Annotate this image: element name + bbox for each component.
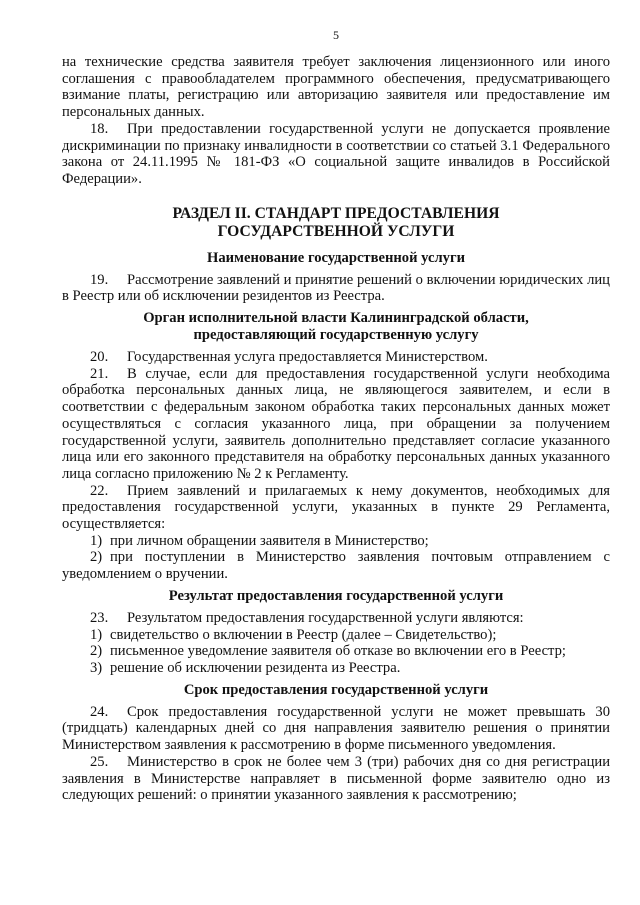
list-item <box>62 533 610 550</box>
paragraph-text: Министерство в срок не более чем 3 (три) рабочих дня со дня регистрации заявления в Министерстве направляет в письменной форме заявителю одно из следующих решений: о принятии указанного заявления к рассмотрению; <box>62 753 610 804</box>
paragraph-22 <box>62 483 610 533</box>
paragraph-text: Результатом предоставления государственной услуги являются: <box>127 609 524 626</box>
paragraph-text: Срок предоставления государственной услуги не может превышать 30 (тридцать) календарных дней со дня направления заявителю решения о принятии Министерством заявления к рассмотрению в форме письменного уведомления. <box>62 703 610 754</box>
paragraph-number: 18. <box>90 120 109 137</box>
paragraph-23 <box>62 610 610 627</box>
heading-result: Результат предоставления государственной услуги <box>168 587 504 604</box>
page-number: 5 <box>333 28 339 42</box>
paragraph-21 <box>62 366 610 483</box>
list-item-number: 1) <box>90 626 103 643</box>
list-item <box>62 643 610 660</box>
paragraph-number: 21. <box>90 365 109 382</box>
section-title-line: ГОСУДАРСТВЕННОЙ УСЛУГИ <box>217 222 455 240</box>
paragraph-24 <box>62 704 610 754</box>
paragraph-number: 22. <box>90 482 109 499</box>
heading-authority <box>62 310 610 344</box>
heading-service-name: Наименование государственной услуги <box>207 249 465 266</box>
document-page <box>62 28 610 804</box>
list-item <box>62 660 610 677</box>
list-item-text: решение об исключении резидента из Реестра. <box>110 659 401 676</box>
heading-term: Срок предоставления государственной услуги <box>183 681 489 698</box>
section-title <box>62 205 610 241</box>
paragraph-text: Рассмотрение заявлений и принятие решений о включении юридических лиц в Реестр или об исключении резидентов из Реестра. <box>62 271 610 305</box>
paragraph-number: 20. <box>90 349 109 366</box>
paragraph-text: Прием заявлений и прилагаемых к нему документов, необходимых для предоставления государственной услуги, указанных в пункте 29 Регламента, осуществляется: <box>62 482 610 533</box>
list-item-text: при личном обращении заявителя в Министерство; <box>110 532 429 549</box>
paragraph-continuation: на технические средства заявителя требует заключения лицензионного или иного соглашения с правообладателем программного обеспечения, предусматривающего взимание платы, регистрацию или авторизацию заявителя или предоставление им персональных данных. <box>62 54 610 121</box>
list-item-number: 3) <box>90 659 103 676</box>
paragraph-25 <box>62 754 610 804</box>
paragraph-number: 25. <box>90 753 109 770</box>
paragraph-number: 23. <box>90 609 109 626</box>
list-item <box>62 627 610 644</box>
paragraph-number: 19. <box>90 271 109 288</box>
list-item-text: при поступлении в Министерство заявления почтовым отправлением с уведомлением о вручении. <box>62 549 610 583</box>
paragraph-text: В случае, если для предоставления государственной услуги необходима обработка персональных данных лица, не являющегося заявителем, и если в соответствии с федеральным законом обработка таких персональных данных может осуществляться с согласия указанного лица, при обращении за получением государственной услуги, заявитель дополнительно представляет согласие указанного лица или его законного представителя на обработку персональных данных указанного лица согласно приложению № 2 к Регламенту. <box>62 365 610 482</box>
paragraph-text: Государственная услуга предоставляется Министерством. <box>127 349 488 366</box>
paragraph-20 <box>62 349 610 366</box>
list-item-number: 2) <box>90 643 103 660</box>
paragraph-number: 24. <box>90 703 109 720</box>
list-item-text: письменное уведомление заявителя об отказе во включении его в Реестр; <box>110 643 566 660</box>
paragraph-19 <box>62 272 610 305</box>
list-item <box>62 549 610 582</box>
heading-line: Орган исполнительной власти Калининградской области, <box>143 310 529 327</box>
paragraph-18 <box>62 121 610 188</box>
section-title-line: РАЗДЕЛ II. СТАНДАРТ ПРЕДОСТАВЛЕНИЯ <box>172 204 500 222</box>
list-item-number: 2) <box>90 549 103 566</box>
heading-line: предоставляющий государственную услугу <box>193 327 479 344</box>
list-item-text: свидетельство о включении в Реестр (далее – Свидетельство); <box>110 626 497 643</box>
list-item-number: 1) <box>90 532 103 549</box>
paragraph-text: При предоставлении государственной услуги не допускается проявление дискриминации по признаку инвалидности в соответствии со статьей 3.1 Федерального закона от 24.11.1995 № 181-ФЗ «О социальной защите инвалидов в Российской Федерации». <box>62 120 610 187</box>
